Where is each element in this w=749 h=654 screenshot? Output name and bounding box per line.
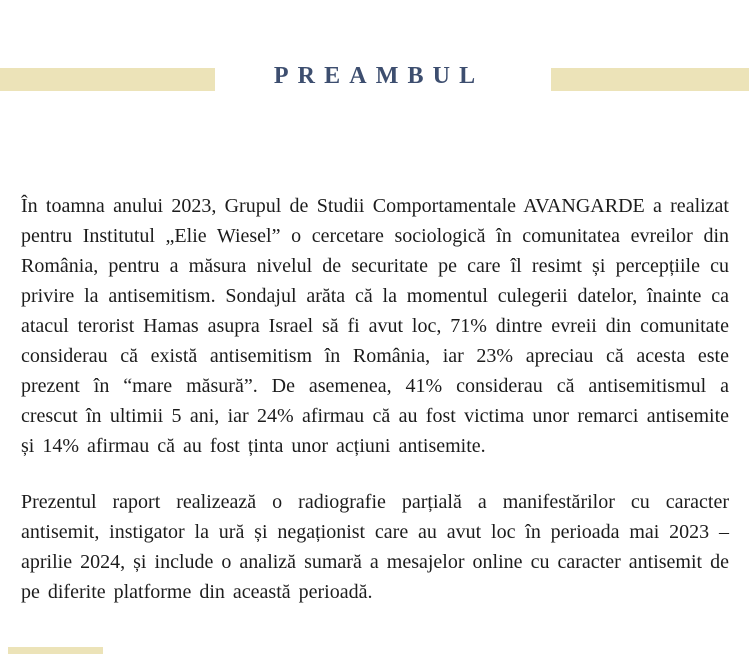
page-title: PREAMBUL — [273, 63, 485, 89]
document-body — [21, 191, 729, 607]
header-accent-bar-right — [551, 68, 749, 91]
footer-accent-bar — [8, 647, 103, 654]
paragraph-intro-survey: În toamna anului 2023, Grupul de Studii Comportamentale AVANGARDE a realizat pentru Institutul „Elie Wiesel” o cercetare sociologică în comunitatea evreilor din România, pentru a măsura nivelul de securitate pe care îl resimt și percepțiile cu privire la antisemitism. Sondajul arăta că la momentul culegerii datelor, înainte ca atacul terorist Hamas asupra Israel să fi avut loc, 71% dintre evreii din comunitate considerau că există antisemitism în România, iar 23% apreciau că acesta este prezent în “mare măsură”. De asemenea, 41% considerau că antisemitismul a crescut în ultimii 5 ani, iar 24% afirmau că au fost victima unor remarci antisemite și 14% afirmau că au fost ținta unor acțiuni antisemite. — [21, 195, 729, 457]
paragraph-report-scope: Prezentul raport realizează o radiografie parțială a manifestărilor cu caracter antisemit, instigator la ură și negaționist care au avut loc în perioada mai 2023 – aprilie 2024, și include o analiză sumară a mesajelor online cu caracter antisemit de pe diferite platforme din această perioadă. — [21, 491, 729, 603]
